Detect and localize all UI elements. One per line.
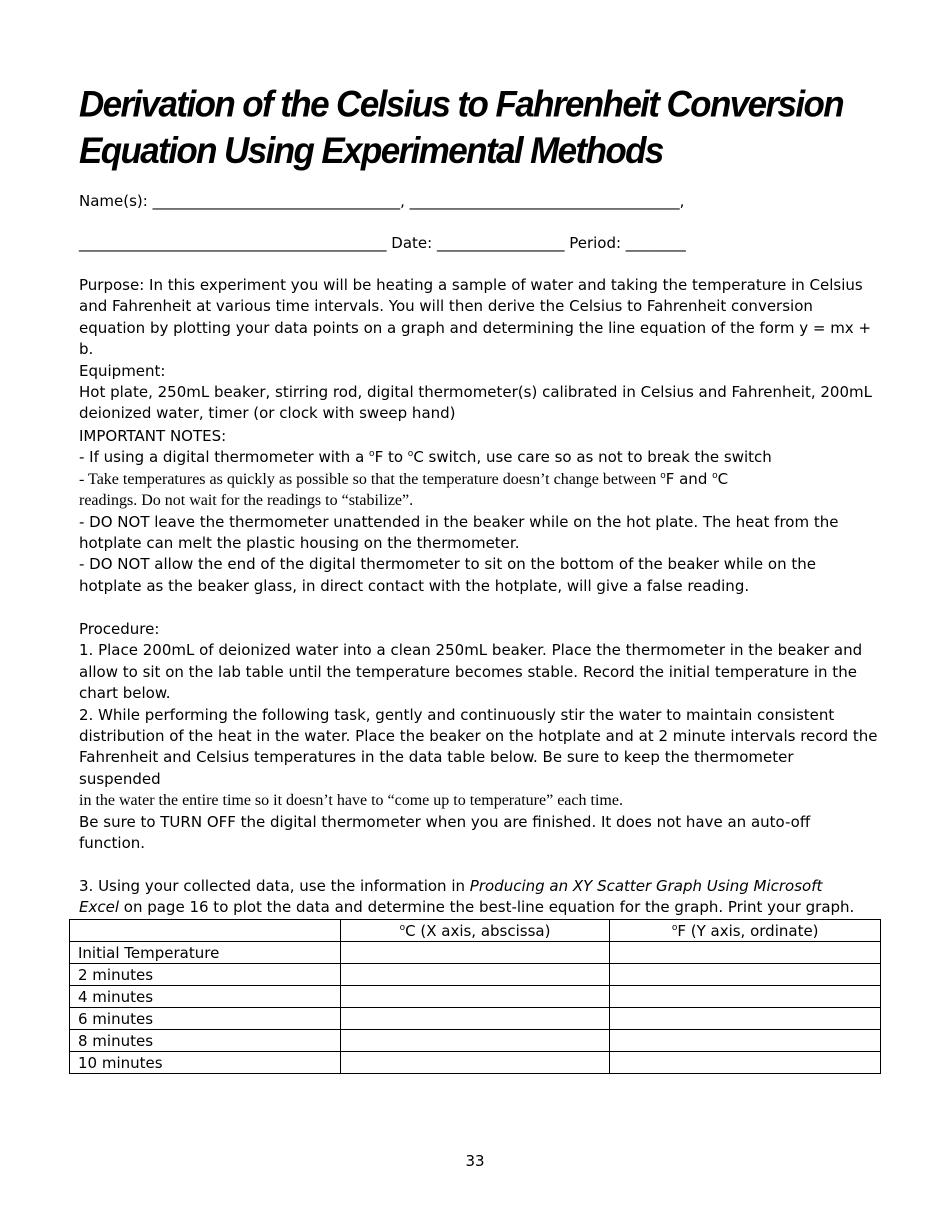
procedure-heading: Procedure: [79,620,160,638]
note-item: hotplate can melt the plastic housing on the thermometer. [79,534,520,553]
table-row [70,986,881,1008]
procedure-line: 1. Place 200mL of deionized water into a clean 250mL beaker. Place the thermometer in the beaker and [79,641,863,660]
fahrenheit-cell[interactable] [610,1052,881,1074]
purpose-line: and Fahrenheit at various time intervals. You will then derive the Celsius to Fahrenheit conversion [79,297,813,316]
fahrenheit-cell[interactable] [610,986,881,1008]
procedure-line: Be sure to TURN OFF the digital thermometer when you are finished. It does not have an auto-off [79,812,811,831]
procedure-line: 2. While performing the following task, gently and continuously stir the water to maintain consistent [79,705,835,724]
table-row [70,1008,881,1030]
fahrenheit-cell[interactable] [610,1008,881,1030]
celsius-cell[interactable] [340,1030,610,1052]
procedure-section [79,619,879,919]
note-item: hotplate as the beaker glass, in direct contact with the hotplate, will give a false reading. [79,576,750,595]
row-label: Initial Temperature [70,942,341,964]
table-header-fahrenheit: $^o$F (Y axis, ordinate) [610,920,881,942]
note-item: - DO NOT leave the thermometer unattended in the beaker while on the hot plate. The heat from the [79,512,839,531]
fahrenheit-cell[interactable] [610,1030,881,1052]
row-label: 8 minutes [70,1030,341,1052]
celsius-cell[interactable] [340,1008,610,1030]
purpose-section [79,275,879,425]
note-item: - If using a digital thermometer with a $^o$F to $^o$C switch, use care so as not to break the switch [79,448,772,467]
celsius-cell[interactable] [340,1052,610,1074]
title-line-1: Derivation of the Celsius to Fahrenheit Conversion [79,84,844,126]
note-item: - Take temperatures as quickly as possible so that the temperature doesn’t change between $^o$F and $^o$C [79,469,729,488]
equipment-line: Hot plate, 250mL beaker, stirring rod, digital thermometer(s) calibrated in Celsius and Fahrenheit, 200mL [79,383,872,402]
notes-heading: IMPORTANT NOTES: [79,427,227,445]
table-row [70,964,881,986]
page-number: 33 [465,1152,485,1170]
note-item: readings. Do not wait for the readings to “stabilize”. [79,492,414,510]
purpose-line: equation by plotting your data points on a graph and determining the line equation of the form y = mx + b. [79,318,872,359]
procedure-line: 3. Using your collected data, use the information in Producing an XY Scatter Graph Using Microsoft [79,876,823,895]
celsius-cell[interactable] [340,942,610,964]
data-table [69,919,881,1074]
equipment-line: deionized water, timer (or clock with sweep hand) [79,404,456,423]
note-item: - DO NOT allow the end of the digital thermometer to sit on the bottom of the beaker while on the [79,555,816,574]
fahrenheit-cell[interactable] [610,942,881,964]
table-header-celsius: $^o$C (X axis, abscissa) [340,920,610,942]
table-row [70,1052,881,1074]
purpose-line: Purpose: In this experiment you will be heating a sample of water and taking the temperature in Celsius [79,276,863,294]
procedure-line: chart below. [79,684,171,703]
names-field-line: Name(s): _________________________________, ____________________________________, [79,192,685,210]
celsius-cell[interactable] [340,964,610,986]
row-label: 10 minutes [70,1052,341,1074]
title-line-2: Equation Using Experimental Methods [79,130,663,172]
row-label: 4 minutes [70,986,341,1008]
procedure-line: function. [79,834,146,853]
row-label: 6 minutes [70,1008,341,1030]
procedure-line: allow to sit on the lab table until the temperature becomes stable. Record the initial temperature in the [79,662,857,681]
procedure-line: in the water the entire time so it doesn’t have to “come up to temperature” each time. [79,792,623,810]
procedure-line: Excel on page 16 to plot the data and determine the best-line equation for the graph. Print your graph. [79,898,855,917]
row-label: 2 minutes [70,964,341,986]
table-row [70,1030,881,1052]
fahrenheit-cell[interactable] [610,964,881,986]
table-header-blank [70,920,341,942]
procedure-line: distribution of the heat in the water. Place the beaker on the hotplate and at 2 minute intervals record the [79,727,878,746]
equipment-heading: Equipment: [79,361,166,380]
document-title [79,82,919,174]
important-notes-section [79,426,879,597]
procedure-line: Fahrenheit and Celsius temperatures in the data table below. Be sure to keep the thermometer suspended [79,748,794,788]
celsius-cell[interactable] [340,986,610,1008]
date-period-field-line: _________________________________________ Date: _________________ Period: ________ [79,234,686,252]
table-header-row [70,920,881,942]
table-row [70,942,881,964]
